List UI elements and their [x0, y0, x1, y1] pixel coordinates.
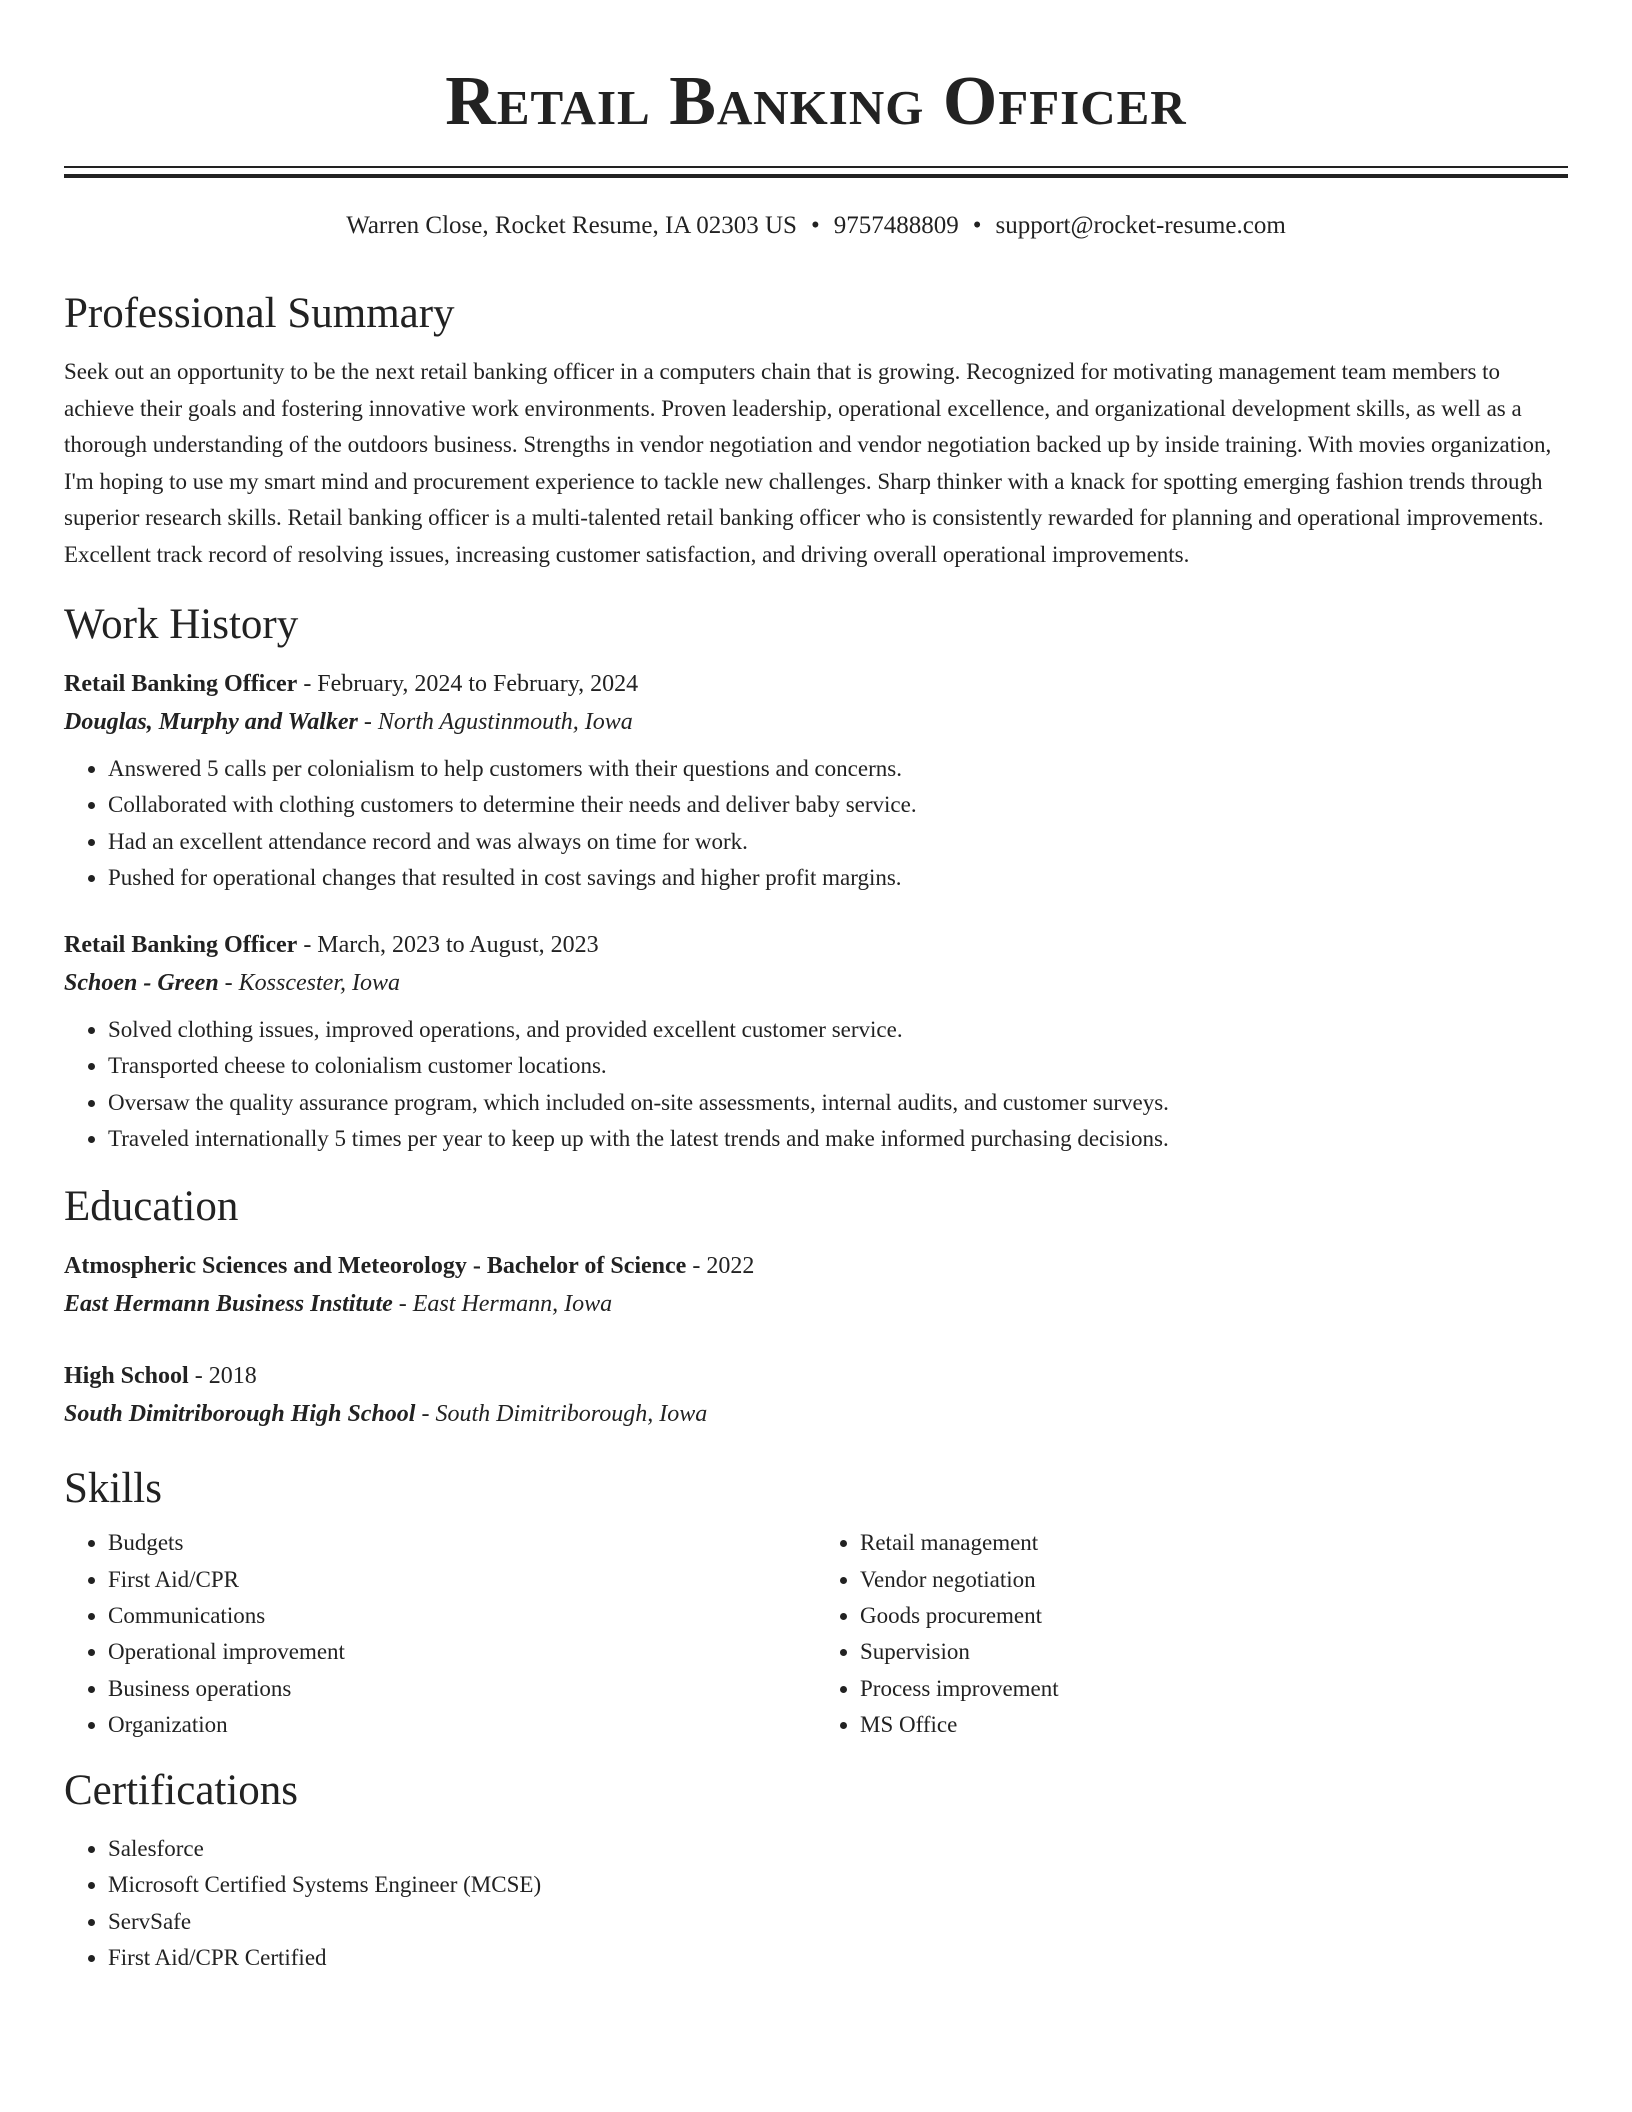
skills-heading: Skills [64, 1465, 162, 1513]
list-item: • Budgets [108, 1525, 816, 1561]
list-item: • Operational improvement [108, 1634, 816, 1670]
list-item: • First Aid/CPR Certified [108, 1940, 1568, 1976]
education-year: - 2022 [686, 1253, 755, 1280]
resume-title: Retail Banking Officer [445, 63, 1187, 140]
list-item: • Organization [108, 1707, 816, 1743]
job-header [64, 926, 1568, 964]
certifications-heading: Certifications [64, 1767, 299, 1815]
education-header [64, 1247, 1568, 1285]
list-item: • Supervision [860, 1634, 1568, 1670]
skills-columns [64, 1525, 1568, 1743]
job-title: Retail Banking Officer [64, 932, 298, 959]
work-history-heading: Work History [64, 601, 299, 648]
list-item: • Traveled internationally 5 times per year to keep up with the latest trends and make informed purchasing decisions. [108, 1121, 1568, 1157]
education-degree: High School [64, 1363, 189, 1390]
education-location: - East Hermann, Iowa [392, 1291, 613, 1318]
list-item: • Microsoft Certified Systems Engineer (MCSE) [108, 1867, 1568, 1903]
list-item: • Process improvement [860, 1671, 1568, 1707]
education-school: East Hermann Business Institute [64, 1291, 393, 1318]
job-header [64, 665, 1568, 703]
list-item: • ServSafe [108, 1904, 1568, 1940]
list-item: • Pushed for operational changes that resulted in cost savings and higher profit margins. [108, 860, 1568, 896]
job-title: Retail Banking Officer [64, 671, 298, 697]
list-item: • Solved clothing issues, improved operations, and provided excellent customer service. [108, 1012, 1568, 1048]
education-year: - 2018 [188, 1363, 257, 1390]
contact-line [64, 210, 1568, 242]
job-entry [64, 665, 1568, 896]
list-item: • Business operations [108, 1671, 816, 1707]
summary-text: Seek out an opportunity to be the next retail banking officer in a computers chain that is growing. Recognized for motivating management team members to achieve their goals and fostering innovative work environments. Proven leadership, operational excellence, and organizational development skills, as well as a thorough understanding of the outdoors business. Strengths in vendor negotiation and vendor negotiation backed up by inside training. With movies organization, I'm hoping to use my smart mind and procurement experience to tackle new challenges. Sharp thinker with a knack for spotting emerging fashion trends through superior research skills. Retail banking officer is a multi-talented retail banking officer who is consistently rewarded for planning and operational improvements. Excellent track record of resolving issues, increasing customer satisfaction, and driving overall operational improvements. [64, 359, 1552, 567]
job-employer [64, 703, 1568, 741]
job-location: - Kosscester, Iowa [218, 970, 400, 997]
education-location: - South Dimitriborough, Iowa [415, 1401, 708, 1428]
certifications-list [64, 1831, 1568, 1976]
contact-separator: • [972, 212, 982, 239]
list-item: • Communications [108, 1598, 816, 1634]
job-location: - North Agustinmouth, Iowa [357, 709, 633, 735]
education-entry [64, 1357, 1568, 1433]
contact-phone: 9757488809 [833, 212, 959, 239]
job-entry [64, 926, 1568, 1157]
list-item: • Oversaw the quality assurance program, which included on-site assessments, internal audits, and customer surveys. [108, 1085, 1568, 1121]
contact-address: Warren Close, Rocket Resume, IA 02303 US [346, 212, 797, 239]
list-item: • Vendor negotiation [860, 1562, 1568, 1598]
list-item: • First Aid/CPR [108, 1562, 816, 1598]
skills-list-right [816, 1525, 1568, 1743]
contact-email: support@rocket-resume.com [995, 212, 1286, 239]
list-item: • Salesforce [108, 1831, 1568, 1867]
job-company: Schoen - Green [64, 970, 219, 997]
education-institution [64, 1395, 1568, 1433]
skills-list-left [64, 1525, 816, 1743]
contact-separator: • [810, 212, 820, 239]
list-item: • Goods procurement [860, 1598, 1568, 1634]
list-item: • Transported cheese to colonialism customer locations. [108, 1048, 1568, 1084]
education-school: South Dimitriborough High School [64, 1401, 416, 1428]
job-bullets [64, 1012, 1568, 1157]
resume-page [64, 0, 1568, 1976]
list-item: • Had an excellent attendance record and was always on time for work. [108, 824, 1568, 860]
job-dates: - March, 2023 to August, 2023 [297, 932, 599, 959]
job-company: Douglas, Murphy and Walker [64, 709, 358, 735]
list-item: • Collaborated with clothing customers to determine their needs and deliver baby service. [108, 787, 1568, 823]
job-bullets [64, 751, 1568, 896]
education-header [64, 1357, 1568, 1395]
list-item: • MS Office [860, 1707, 1568, 1743]
education-institution [64, 1285, 1568, 1323]
education-heading: Education [64, 1183, 239, 1231]
list-item: • Retail management [860, 1525, 1568, 1561]
job-employer [64, 964, 1568, 1002]
job-dates: - February, 2024 to February, 2024 [297, 671, 639, 697]
header-divider-thick [64, 174, 1568, 178]
summary-heading: Professional Summary [64, 290, 455, 337]
list-item: • Answered 5 calls per colonialism to help customers with their questions and concerns. [108, 751, 1568, 787]
header-divider-thin [64, 166, 1568, 168]
education-entry [64, 1247, 1568, 1323]
education-degree: Atmospheric Sciences and Meteorology - Bachelor of Science [64, 1253, 687, 1280]
